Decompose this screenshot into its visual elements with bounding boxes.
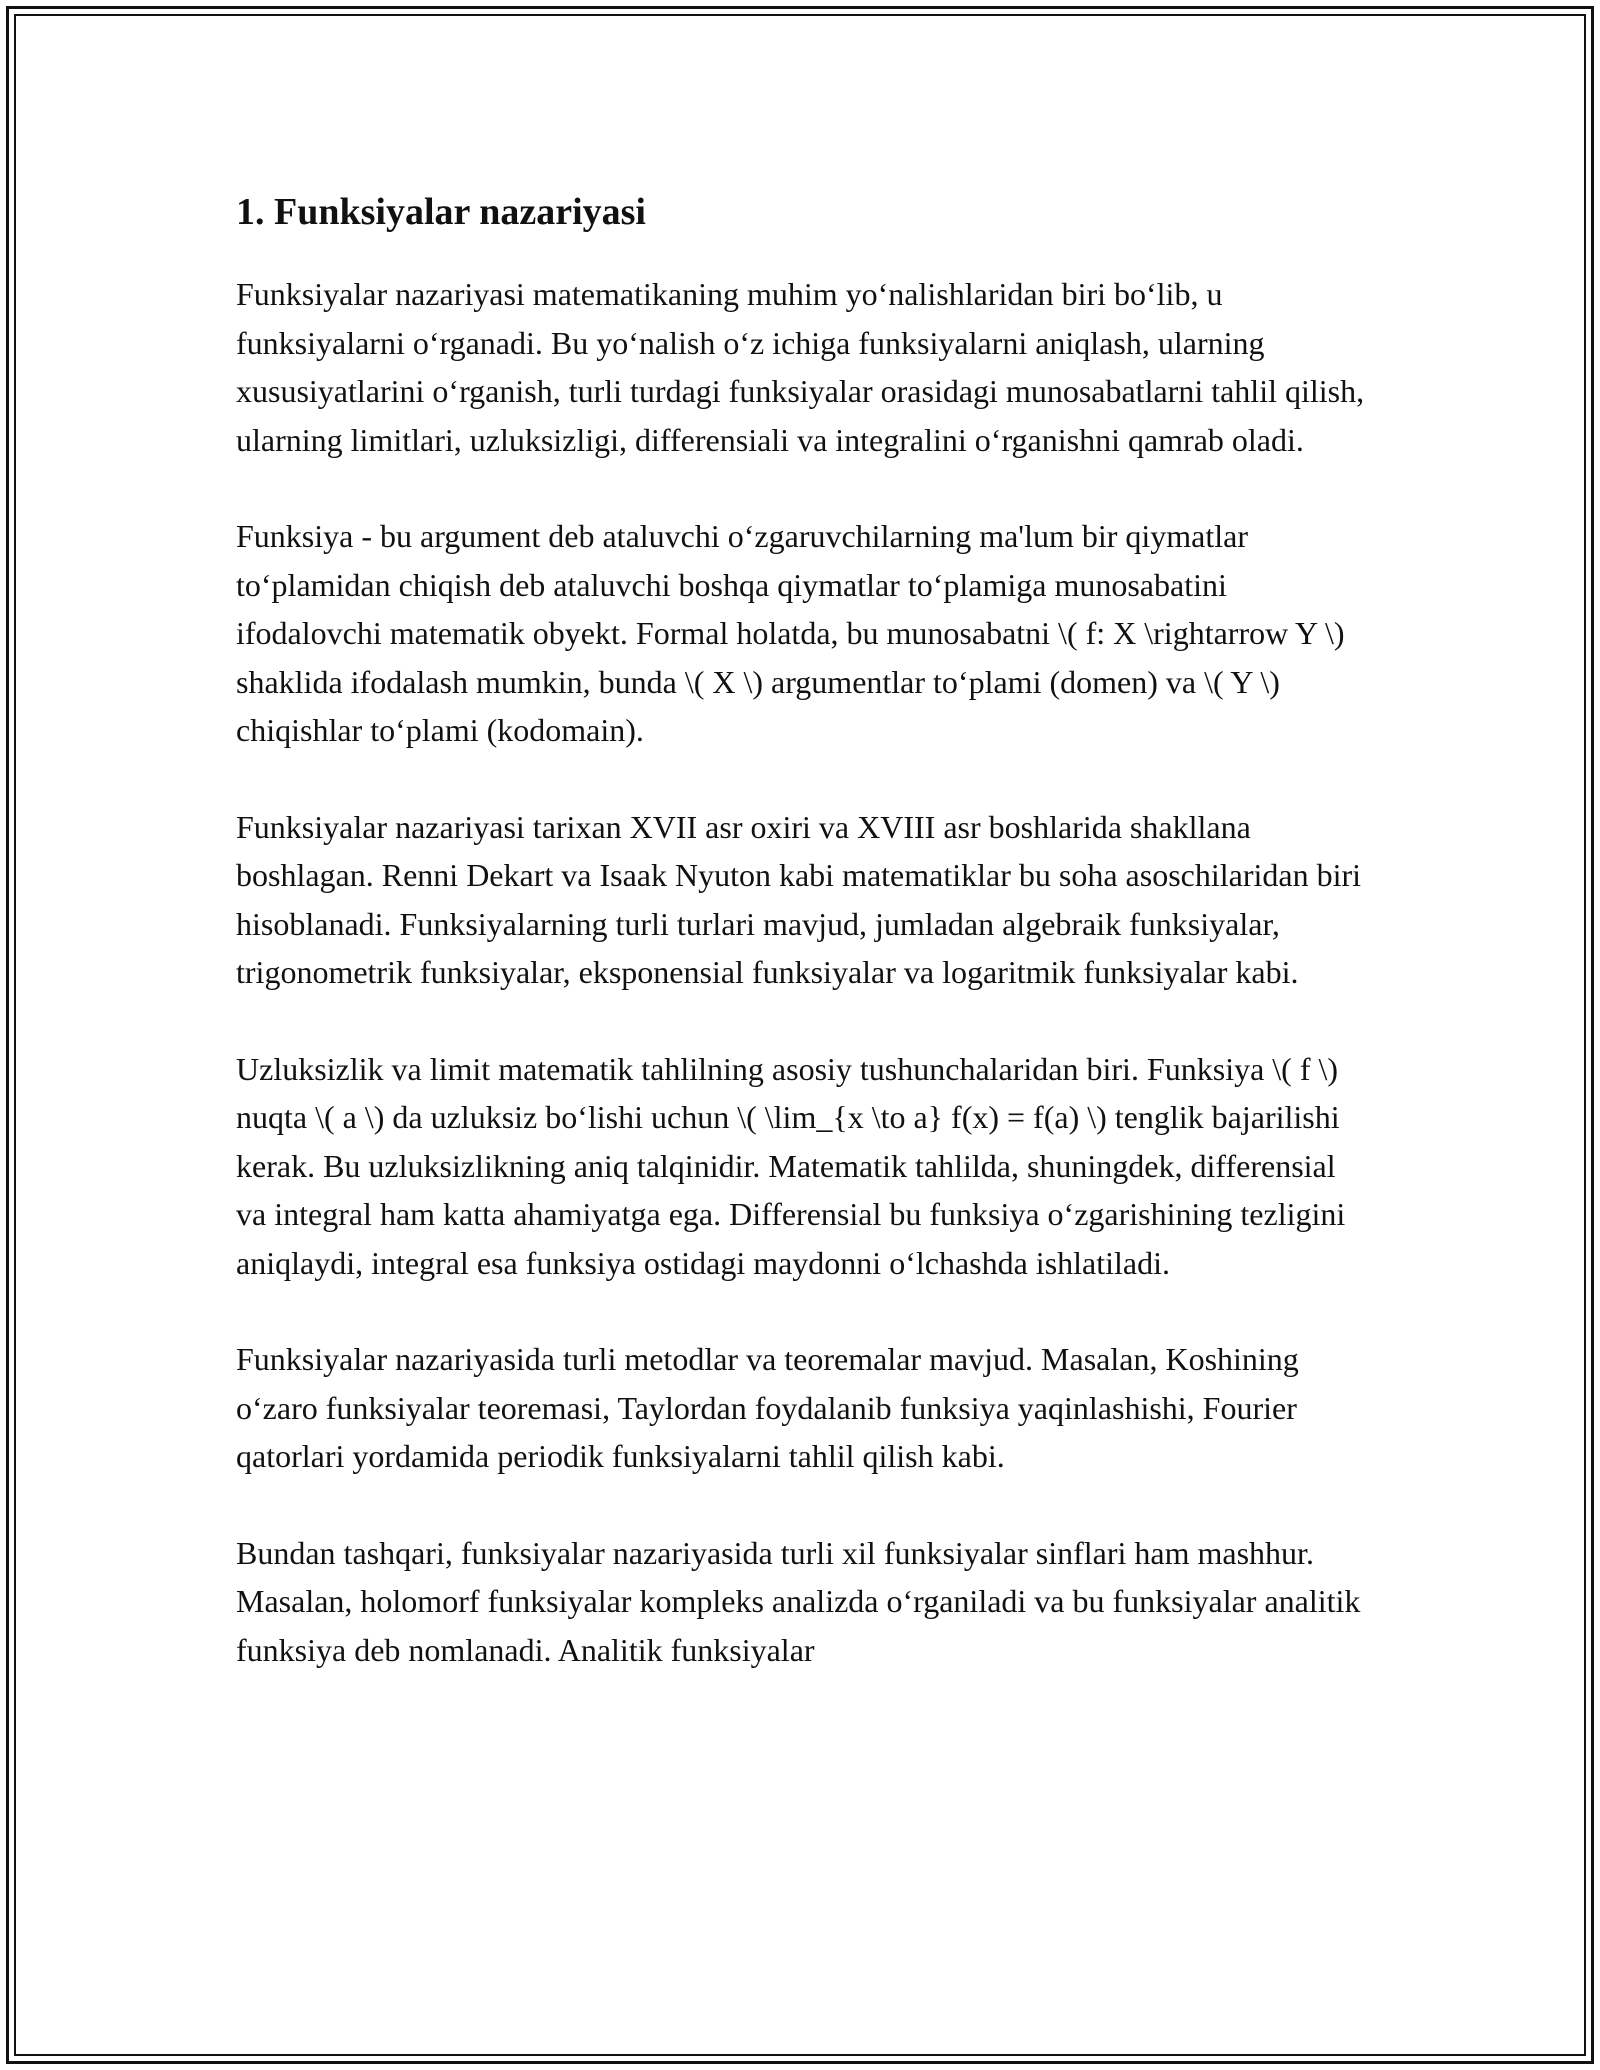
paragraph-function-definition: Funksiya - bu argument deb ataluvchi o‘zgaruvchilarning ma'lum bir qiymatlar to‘plamidan chiqish deb ataluvchi boshqa qiymatlar to‘plamiga munosabatini ifodalovchi matematik obyekt. Formal holatda, bu munosabatni \( f: X \rightarrow Y \) shaklida ifodalash mumkin, bunda \( X \) argumentlar to‘plami (domen) va \( Y \) chiqishlar to‘plami (kodomain).	[236, 518, 1345, 748]
paragraph-methods-theorems: Funksiyalar nazariyasida turli metodlar va teoremalar mavjud. Masalan, Koshining o‘zaro funksiyalar teoremasi, Taylordan foydalanib funksiya yaqinlashishi, Fourier qatorlari yordamida periodik funksiyalarni tahlil qilish kabi.	[236, 1341, 1299, 1474]
section-heading: 1. Funksiyalar nazariyasi	[236, 191, 646, 233]
paragraph-function-classes: Bundan tashqari, funksiyalar nazariyasida turli xil funksiyalar sinflari ham mashhur. Masalan, holomorf funksiyalar kompleks analizda o‘rganiladi va bu funksiyalar analitik funksiya deb nomlanadi. Analitik funksiyalar	[236, 1534, 1361, 1668]
paragraph-continuity-limit: Uzluksizlik va limit matematik tahlilning asosiy tushunchalaridan biri. Funksiya \( f \) nuqta \( a \) da uzluksiz bo‘lishi uchun \( \lim_{x \to a} f(x) = f(a) \) tenglik bajarilishi kerak. Bu uzluksizlikning aniq talqinidir. Matematik tahlilda, shuningdek, differensial va integral ham katta ahamiyatga ega. Differensial bu funksiya o‘zgarishining tezligini aniqlaydi, integral esa funksiya ostidagi maydonni o‘lchashda ishlatiladi.	[236, 1050, 1346, 1281]
paragraph-introduction: Funksiyalar nazariyasi matematikaning muhim yo‘nalishlaridan biri bo‘lib, u funksiyalarni o‘rganadi. Bu yo‘nalish o‘z ichiga funksiyalarni aniqlash, ularning xususiyatlarini o‘rganish, turli turdagi funksiyalar orasidagi munosabatlarni tahlil qilish, ularning limitlari, uzluksizligi, differensiali va integralini o‘rganishni qamrab oladi.	[236, 276, 1365, 458]
paragraph-history: Funksiyalar nazariyasi tarixan XVII asr oxiri va XVIII asr boshlarida shakllana boshlagan. Renni Dekart va Isaak Nyuton kabi matematiklar bu soha asoschilaridan biri hisoblanadi. Funksiyalarning turli turlari mavjud, jumladan algebraik funksiyalar, trigonometrik funksiyalar, eksponensial funksiyalar va logaritmik funksiyalar kabi.	[236, 808, 1362, 990]
document-body	[236, 186, 1366, 1674]
